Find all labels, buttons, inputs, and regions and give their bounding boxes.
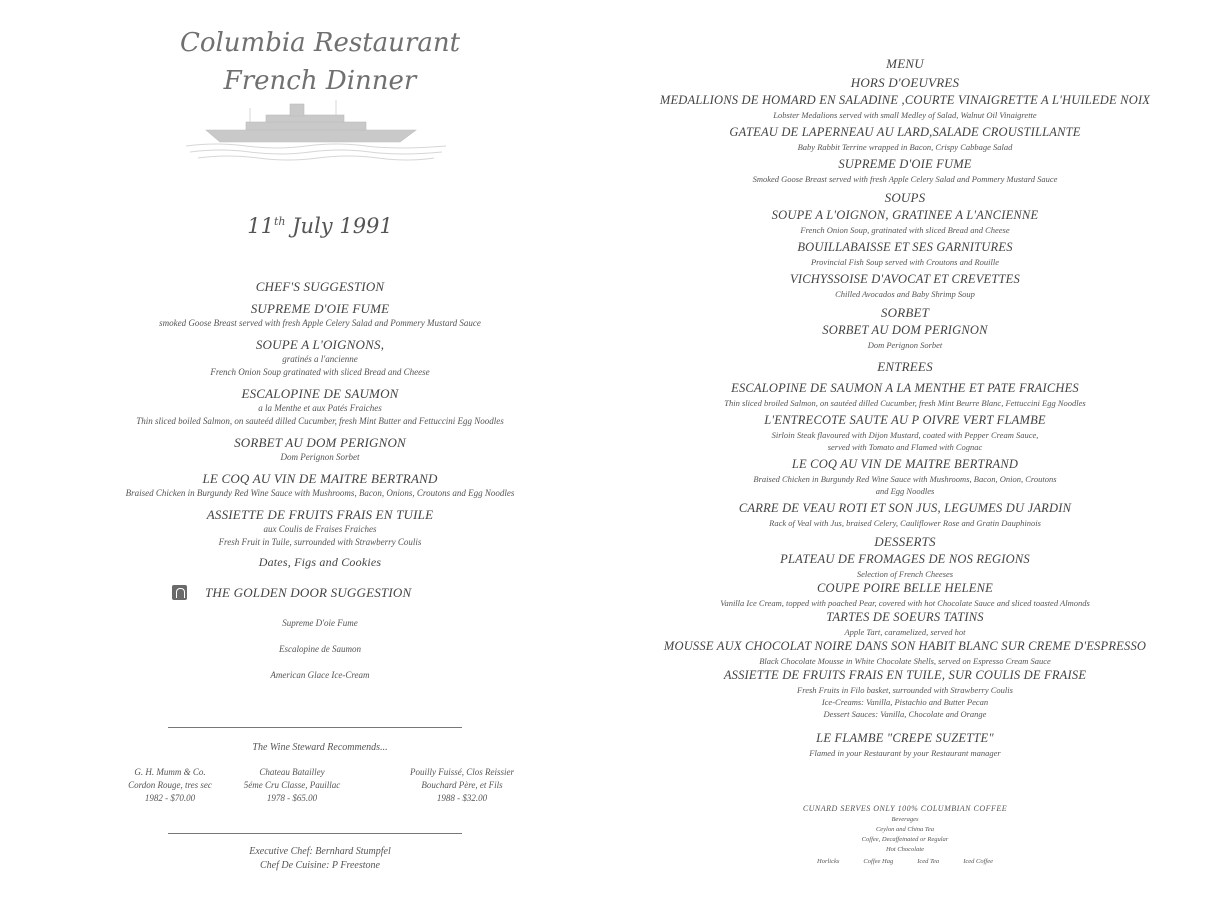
- chef-item-name: SORBET AU DOM PERIGNON: [234, 435, 406, 450]
- menu-item-desc: served with Tomato and Flamed with Cognac: [827, 442, 983, 452]
- chefs-suggestion: [0, 279, 640, 570]
- executive-chef: Executive Chef: Bernhard Stumpfel: [249, 846, 391, 857]
- chef-item: [0, 300, 640, 330]
- menu-item-desc: Provincial Fish Soup served with Croutons and Rouille: [810, 257, 999, 267]
- chef-item-name: SUPREME D'OIE FUME: [250, 301, 390, 316]
- menu-list: [640, 73, 1170, 759]
- menu-item: [640, 638, 1170, 667]
- menu-item-name: CARRE DE VEAU ROTI ET SON JUS, LEGUMES DU JARDIN: [738, 501, 1072, 515]
- menu-item-desc: Dom Perignon Sorbet: [867, 340, 943, 350]
- menu-section-heading: ENTREES: [877, 359, 933, 374]
- chef-item: [0, 470, 640, 500]
- menu-item-name: LE COQ AU VIN DE MAITRE BERTRAND: [791, 457, 1019, 471]
- menu-item-desc: and Egg Noodles: [875, 486, 935, 496]
- menu-item-name: MEDALLIONS DE HOMARD EN SALADINE ,COURTE VINAIGRETTE A L'HUILEDE NOIX: [659, 93, 1151, 107]
- menu-item-name: GATEAU DE LAPERNEAU AU LARD,SALADE CROUSTILLANTE: [729, 125, 1081, 139]
- beverage-row: [640, 855, 1170, 868]
- wine-line: Chateau Batailley: [259, 767, 325, 777]
- right-page: [640, 0, 1217, 900]
- menu-item-name: ASSIETTE DE FRUITS FRAIS EN TUILE, SUR COULIS DE FRAISE: [723, 668, 1087, 682]
- beverage-item: Horlicks: [817, 858, 840, 865]
- menu-item-desc: Sirloin Steak flavoured with Dijon Mustard, coated with Pepper Cream Sauce,: [771, 430, 1039, 440]
- menu-item: [640, 500, 1170, 529]
- wine-entry: [100, 766, 240, 805]
- menu-item-desc: Apple Tart, caramelized, served hot: [844, 627, 966, 637]
- wine-entry: [222, 766, 362, 805]
- cunard-coffee-line: CUNARD SERVES ONLY 100% COLUMBIAN COFFEE: [802, 804, 1008, 813]
- menu-item-desc: Dessert Sauces: Vanilla, Chocolate and Orange: [823, 709, 987, 719]
- beverage-item: Coffee Hag: [863, 858, 894, 865]
- menu-item-desc: Smoked Goose Breast served with fresh Apple Celery Salad and Pommery Mustard Sauce: [752, 174, 1058, 184]
- date-day: 11: [247, 214, 274, 238]
- chef-item-name: ESCALOPINE DE SAUMON: [241, 386, 399, 401]
- menu-item: [640, 92, 1170, 121]
- wine-line: Pouilly Fuissé, Clos Reissier: [410, 767, 514, 777]
- menu-title: MENU: [886, 56, 924, 71]
- wine-line: Cordon Rouge, tres sec: [128, 780, 212, 790]
- wine-line: G. H. Mumm & Co.: [134, 767, 206, 777]
- wine-line: Bouchard Père, et Fils: [421, 780, 503, 790]
- wine-steward-title: The Wine Steward Recommends...: [252, 742, 388, 753]
- chef-item-desc: aux Coulis de Fraises Fraiches: [263, 524, 377, 534]
- golden-door-item: American Glace Ice-Cream: [270, 670, 370, 680]
- chef-item: [0, 385, 640, 428]
- golden-door-list: [0, 617, 640, 695]
- golden-door-item: Escalopine de Saumon: [279, 644, 361, 654]
- menu-item: [640, 322, 1170, 351]
- menu-section-heading: SORBET: [880, 305, 930, 320]
- beverage-item: Iced Coffee: [963, 858, 993, 865]
- golden-door-item: Supreme D'oie Fume: [282, 618, 358, 628]
- chef-item: [0, 336, 640, 379]
- menu-item-desc: Thin sliced broiled Salmon, on sautéed dilled Cucumber, fresh Mint Beurre Blanc, Fettuccini Egg Noodles: [724, 398, 1086, 408]
- menu-item-desc: Lobster Medalions served with small Medley of Salad, Walnut Oil Vinaigrette: [773, 110, 1037, 120]
- golden-door-label: THE GOLDEN DOOR SUGGESTION: [205, 585, 412, 600]
- menu-item-desc: Vanilla Ice Cream, topped with poached Pear, covered with hot Chocolate Sauce and sliced toasted Almonds: [720, 598, 1090, 608]
- menu-item: [640, 730, 1170, 759]
- menu-item-name: ESCALOPINE DE SAUMON A LA MENTHE ET PATE FRAICHES: [731, 381, 1079, 395]
- chefs-suggestion-list: [0, 300, 640, 549]
- menu-item-desc: Ice-Creams: Vanilla, Pistachio and Butter Pecan: [821, 697, 989, 707]
- menu-item-name: LE FLAMBE "CREPE SUZETTE": [816, 731, 994, 745]
- beverage-sublist: [640, 815, 1170, 855]
- divider-bottom: [168, 833, 462, 834]
- chef-item-desc: Dom Perignon Sorbet: [280, 452, 360, 462]
- menu-item-name: BOUILLABAISSE ET SES GARNITURES: [797, 240, 1013, 254]
- menu-date: [0, 214, 640, 238]
- menu-item-name: PLATEAU DE FROMAGES DE NOS REGIONS: [780, 552, 1030, 566]
- menu-item-desc: Fresh Fruits in Filo basket, surrounded with Strawberry Coulis: [797, 685, 1013, 695]
- chefs-suggestion-extra: Dates, Figs and Cookies: [258, 555, 382, 569]
- beverage-item: Iced Tea: [917, 858, 940, 865]
- menu-item: [640, 239, 1170, 268]
- menu-item: [640, 156, 1170, 185]
- date-month-year: July 1991: [292, 214, 393, 238]
- ship-illustration: [186, 96, 446, 162]
- wine-line: 1988 - $32.00: [436, 793, 488, 803]
- chef-item-desc: Fresh Fruit in Tuile, surrounded with Strawberry Coulis: [218, 537, 422, 547]
- menu-item: [640, 124, 1170, 153]
- chef-item-desc: smoked Goose Breast served with fresh Apple Celery Salad and Pommery Mustard Sauce: [159, 318, 481, 328]
- chef-item-name: LE COQ AU VIN DE MAITRE BERTRAND: [202, 471, 438, 486]
- menu-section-heading: HORS D'OEUVRES: [850, 75, 960, 90]
- menu-item-name: MOUSSE AUX CHOCOLAT NOIRE DANS SON HABIT BLANC SUR CREME D'ESPRESSO: [663, 639, 1147, 653]
- menu-section-heading: DESSERTS: [874, 534, 936, 549]
- menu-item: [640, 609, 1170, 638]
- menu-item-desc: Baby Rabbit Terrine wrapped in Bacon, Crispy Cabbage Salad: [797, 142, 1013, 152]
- wine-line: 5éme Cru Classe, Pauillac: [243, 780, 341, 790]
- coffee-notice: [640, 802, 1170, 868]
- chef-item: [0, 434, 640, 464]
- chef-item-desc: gratinés a l'ancienne: [282, 354, 358, 364]
- menu-item: [640, 667, 1170, 720]
- chef-de-cuisine: Chef De Cuisine: P Freestone: [260, 860, 380, 871]
- beverage-line: Beverages: [891, 816, 919, 823]
- full-menu: [640, 54, 1170, 762]
- menu-item-name: SUPREME D'OIE FUME: [838, 157, 972, 171]
- menu-item-name: L'ENTRECOTE SAUTE AU P OIVRE VERT FLAMBE: [764, 413, 1046, 427]
- wine-line: 1978 - $65.00: [266, 793, 318, 803]
- menu-item-name: VICHYSSOISE D'AVOCAT ET CREVETTES: [790, 272, 1020, 286]
- dinner-title: French Dinner: [223, 66, 417, 96]
- chef-item-name: SOUPE A L'OIGNONS,: [255, 337, 385, 352]
- menu-item: [640, 271, 1170, 300]
- menu-item: [640, 207, 1170, 236]
- chefs-suggestion-heading: CHEF'S SUGGESTION: [255, 279, 385, 294]
- menu-item-name: COUPE POIRE BELLE HELENE: [817, 581, 993, 595]
- menu-item-name: TARTES DE SOEURS TATINS: [826, 610, 984, 624]
- menu-item-name: SORBET AU DOM PERIGNON: [822, 323, 988, 337]
- menu-item: [640, 412, 1170, 453]
- menu-item: [640, 456, 1170, 497]
- menu-item-name: SOUPE A L'OIGNON, GRATINEE A L'ANCIENNE: [771, 208, 1039, 222]
- menu-item: [640, 551, 1170, 580]
- menu-item-desc: Braised Chicken in Burgundy Red Wine Sauce with Mushrooms, Bacon, Onion, Croutons: [753, 474, 1057, 484]
- menu-item: [640, 580, 1170, 609]
- menu-item-desc: French Onion Soup, gratinated with sliced Bread and Cheese: [800, 225, 1010, 235]
- menu-item-desc: Flamed in your Restaurant by your Restaurant manager: [809, 748, 1001, 758]
- chef-item-desc: Thin sliced boiled Salmon, on sauteéd dilled Cucumber, fresh Mint Butter and Fettuccini Egg Noodles: [136, 416, 504, 426]
- wine-entry: [392, 766, 532, 805]
- chef-item: [0, 506, 640, 549]
- date-suffix: th: [273, 215, 286, 228]
- chef-credits: [0, 845, 640, 873]
- golden-door-icon: [172, 585, 187, 600]
- beverage-line: Hot Chocolate: [885, 846, 925, 853]
- beverage-line: Ceylon and China Tea: [875, 826, 935, 833]
- divider-top: [168, 727, 462, 728]
- chef-item-desc: a la Menthe et aux Patés Fraiches: [258, 403, 382, 413]
- beverage-line: Coffee, Decaffeinated or Regular: [861, 836, 949, 843]
- menu-item: [640, 380, 1170, 409]
- menu-item-desc: Selection of French Cheeses: [856, 569, 954, 579]
- menu-item-desc: Rack of Veal with Jus, braised Celery, Cauliflower Rose and Gratin Dauphinois: [769, 518, 1041, 528]
- wine-line: 1982 - $70.00: [144, 793, 196, 803]
- chef-item-desc: Braised Chicken in Burgundy Red Wine Sauce with Mushrooms, Bacon, Onions, Croutons and Egg Noodles: [125, 488, 515, 498]
- menu-section-heading: SOUPS: [884, 190, 926, 205]
- menu-item-desc: Black Chocolate Mousse in White Chocolate Shells, served on Espresso Cream Sauce: [759, 656, 1051, 666]
- chef-item-name: ASSIETTE DE FRUITS FRAIS EN TUILE: [206, 507, 434, 522]
- chef-item-desc: French Onion Soup gratinated with sliced Bread and Cheese: [210, 367, 430, 377]
- restaurant-title: Columbia Restaurant: [179, 28, 461, 58]
- golden-door-heading: [172, 585, 472, 603]
- menu-item-desc: Chilled Avocados and Baby Shrimp Soup: [835, 289, 975, 299]
